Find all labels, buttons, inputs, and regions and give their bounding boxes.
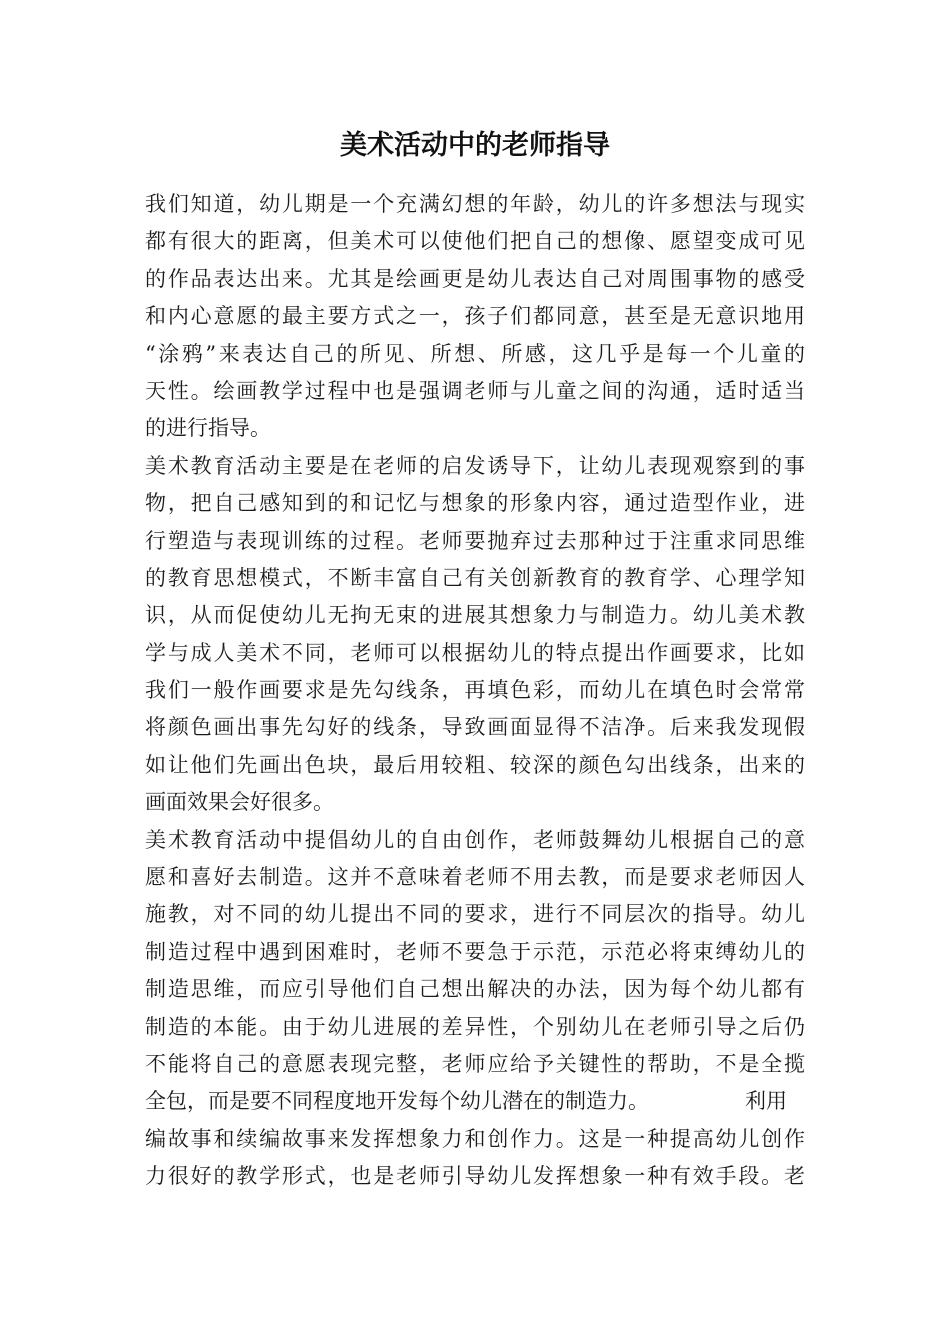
text-line: 的进行指导。 [145, 416, 271, 441]
text-line: 愿和喜好去制造。这并不意味着老师不用去教，而是要求老师因人 [145, 865, 805, 890]
text-line: 将颜色画出事先勾好的线条，导致画面显得不洁净。后来我发现假 [145, 715, 805, 740]
text-line: 施教，对不同的幼儿提出不同的要求，进行不同层次的指导。幼儿 [145, 902, 805, 927]
text-line: 不能将自己的意愿表现完整，老师应给予关键性的帮助，不是全揽 [145, 1051, 805, 1076]
text-line: 物，把自己感知到的和记忆与想象的形象内容，通过造型作业，进 [145, 491, 805, 516]
document-body [145, 186, 805, 1196]
text-line: 的作品表达出来。尤其是绘画更是幼儿表达自己对周围事物的感受 [145, 266, 805, 291]
text-line: 如让他们先画出色块，最后用较粗、较深的颜色勾出线条，出来的 [145, 752, 805, 777]
text-line: 行塑造与表现训练的过程。老师要抛弃过去那种过于注重求同思维 [145, 528, 805, 553]
text-line-split [145, 1083, 805, 1120]
text-line-head: 全包，而是要不同程度地开发每个幼儿潜在的制造力。 [145, 1089, 649, 1114]
text-line: 美术教育活动中提倡幼儿的自由创作，老师鼓舞幼儿根据自己的意 [145, 827, 805, 852]
text-line: 识，从而促使幼儿无拘无束的进展其想象力与制造力。幼儿美术教 [145, 603, 805, 628]
text-line: 我们知道，幼儿期是一个充满幻想的年龄，幼儿的许多想法与现实 [145, 192, 805, 216]
text-line: 制造的本能。由于幼儿进展的差异性，个别幼儿在老师引导之后仍 [145, 1014, 805, 1039]
text-line: 我们一般作画要求是先勾线条，再填色彩，而幼儿在填色时会常常 [145, 678, 805, 703]
text-line: 和内心意愿的最主要方式之一，孩子们都同意，甚至是无意识地用 [145, 304, 805, 329]
text-line: 力很好的教学形式，也是老师引导幼儿发挥想象一种有效手段。老 [145, 1164, 805, 1189]
text-line: 制造思维，而应引导他们自己想出解决的办法，因为每个幼儿都有 [145, 977, 805, 1002]
text-line: 都有很大的距离，但美术可以使他们把自己的想像、愿望变成可见 [145, 229, 805, 254]
text-line: 美术教育活动主要是在老师的启发诱导下，让幼儿表现观察到的事 [145, 453, 805, 478]
text-line: 天性。绘画教学过程中也是强调老师与儿童之间的沟通，适时适当 [145, 378, 805, 403]
document-title: 美术活动中的老师指导 [340, 130, 610, 161]
text-line: 学与成人美术不同，老师可以根据幼儿的特点提出作画要求，比如 [145, 640, 805, 665]
text-line: 编故事和续编故事来发挥想象力和创作力。这是一种提高幼儿创作 [145, 1126, 805, 1151]
text-line: “涂鸦”来表达自己的所见、所想、所感，这几乎是每一个儿童的 [145, 341, 805, 366]
text-line: 的教育思想模式，不断丰富自己有关创新教育的教育学、心理学知 [145, 565, 805, 590]
text-line-tail: 利用 [745, 1089, 787, 1114]
text-line: 制造过程中遇到困难时，老师不要急于示范，示范必将束缚幼儿的 [145, 939, 805, 964]
text-line: 画面效果会好很多。 [145, 790, 334, 815]
